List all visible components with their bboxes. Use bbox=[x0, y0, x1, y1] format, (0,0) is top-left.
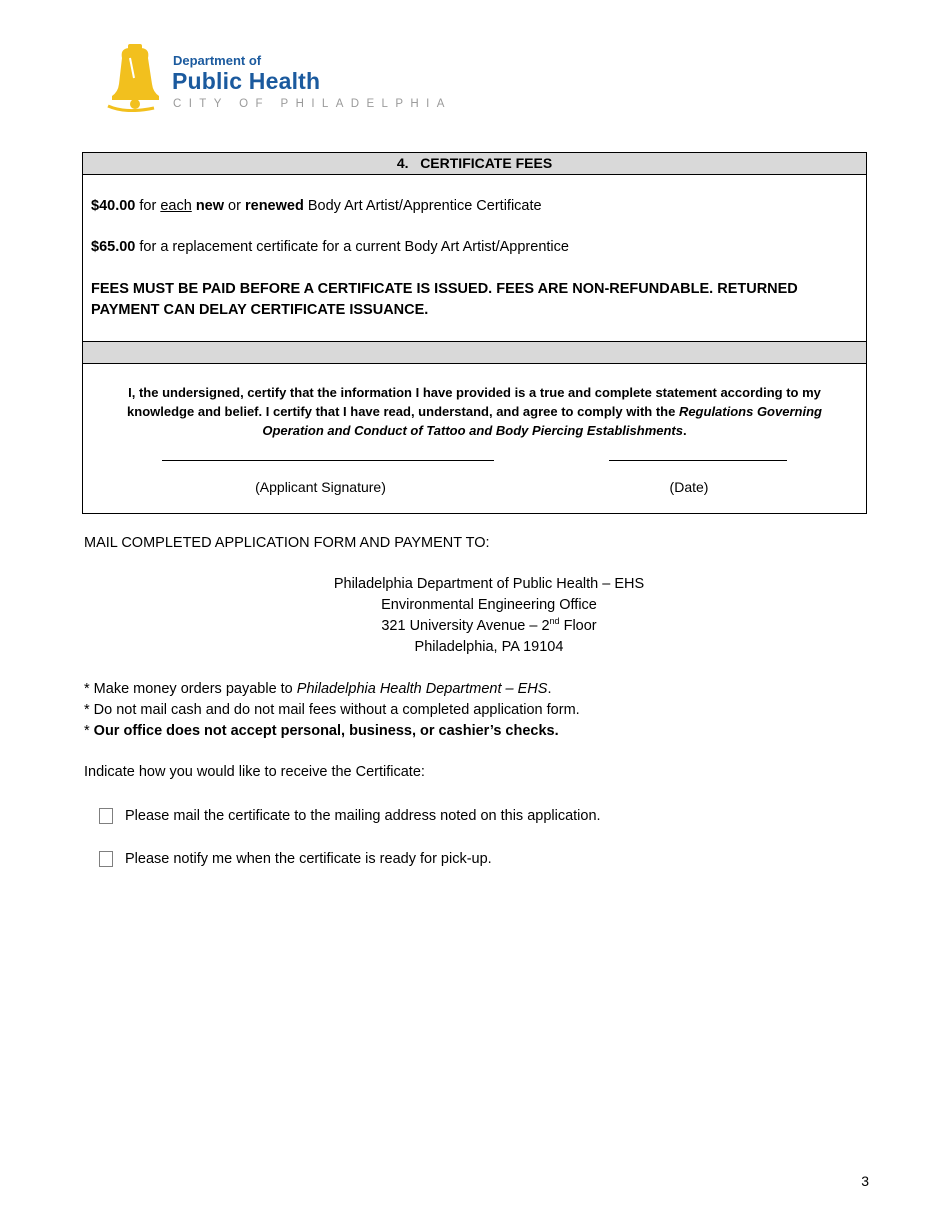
logo-city-text: CITY OF PHILADELPHIA bbox=[173, 98, 452, 110]
fee-each-text: each bbox=[160, 198, 192, 214]
regulations-title: Regulations Governing Operation and Conduct of Tattoo and Body Piercing Establishments bbox=[262, 404, 822, 438]
option-mail-label: Please mail the certificate to the mailing address noted on this application. bbox=[125, 808, 601, 824]
payment-notes bbox=[84, 679, 864, 742]
note-money-orders: * Make money orders payable to Philadelphia Health Department – EHS. bbox=[84, 681, 552, 697]
fee-new-renewed: $40.00 for each new or renewed Body Art Artist/Apprentice Certificate bbox=[91, 198, 542, 214]
address-line-3: 321 University Avenue – 2nd Floor bbox=[381, 616, 597, 634]
dph-logo bbox=[106, 44, 456, 114]
section-number: 4. bbox=[396, 155, 409, 171]
option-pickup-label: Please notify me when the certificate is ready for pick-up. bbox=[125, 851, 492, 867]
fee-replacement: $65.00 for a replacement certificate for a current Body Art Artist/Apprentice bbox=[91, 239, 569, 255]
certificate-fees-section bbox=[82, 152, 867, 514]
address-line-2: Environmental Engineering Office bbox=[381, 597, 597, 613]
date-line[interactable] bbox=[609, 460, 787, 461]
address-line-4: Philadelphia, PA 19104 bbox=[414, 639, 564, 655]
signature-label: (Applicant Signature) bbox=[255, 479, 386, 495]
pickup-checkbox[interactable] bbox=[99, 851, 113, 867]
liberty-bell-icon bbox=[106, 44, 166, 112]
page-number: 3 bbox=[861, 1173, 869, 1189]
delivery-prompt: Indicate how you would like to receive the Certificate: bbox=[84, 764, 425, 780]
note-no-cash: * Do not mail cash and do not mail fees without a completed application form. bbox=[84, 702, 580, 718]
date-label: (Date) bbox=[669, 479, 709, 495]
logo-department-text: Department of bbox=[173, 53, 262, 68]
certification-statement: I, the undersigned, certify that the information I have provided is a true and complete statement according to my knowledge and belief. I certify that I have read, understand, and agree to comply with the Regulations Governing Operation and Conduct of Tattoo and Body Piercing Establishments. bbox=[127, 385, 822, 438]
fee-warning: FEES MUST BE PAID BEFORE A CERTIFICATE IS ISSUED. FEES ARE NON-REFUNDABLE. RETURNED PAYMENT CAN DELAY CERTIFICATE ISSUANCE. bbox=[91, 281, 798, 318]
fee-replacement-amount: $65.00 bbox=[91, 239, 136, 255]
fee-new-amount: $40.00 bbox=[91, 198, 136, 214]
mail-checkbox[interactable] bbox=[99, 808, 113, 824]
note-no-checks: * Our office does not accept personal, business, or cashier’s checks. bbox=[84, 723, 559, 739]
logo-public-health-text: Public Health bbox=[172, 68, 321, 94]
address-line-1: Philadelphia Department of Public Health – EHS bbox=[333, 576, 645, 592]
section-title: CERTIFICATE FEES bbox=[420, 155, 553, 171]
section-divider bbox=[83, 341, 866, 364]
mailing-address bbox=[300, 574, 678, 658]
section-header bbox=[83, 153, 866, 175]
mail-heading: MAIL COMPLETED APPLICATION FORM AND PAYMENT TO: bbox=[84, 535, 490, 551]
signature-line[interactable] bbox=[162, 460, 494, 461]
